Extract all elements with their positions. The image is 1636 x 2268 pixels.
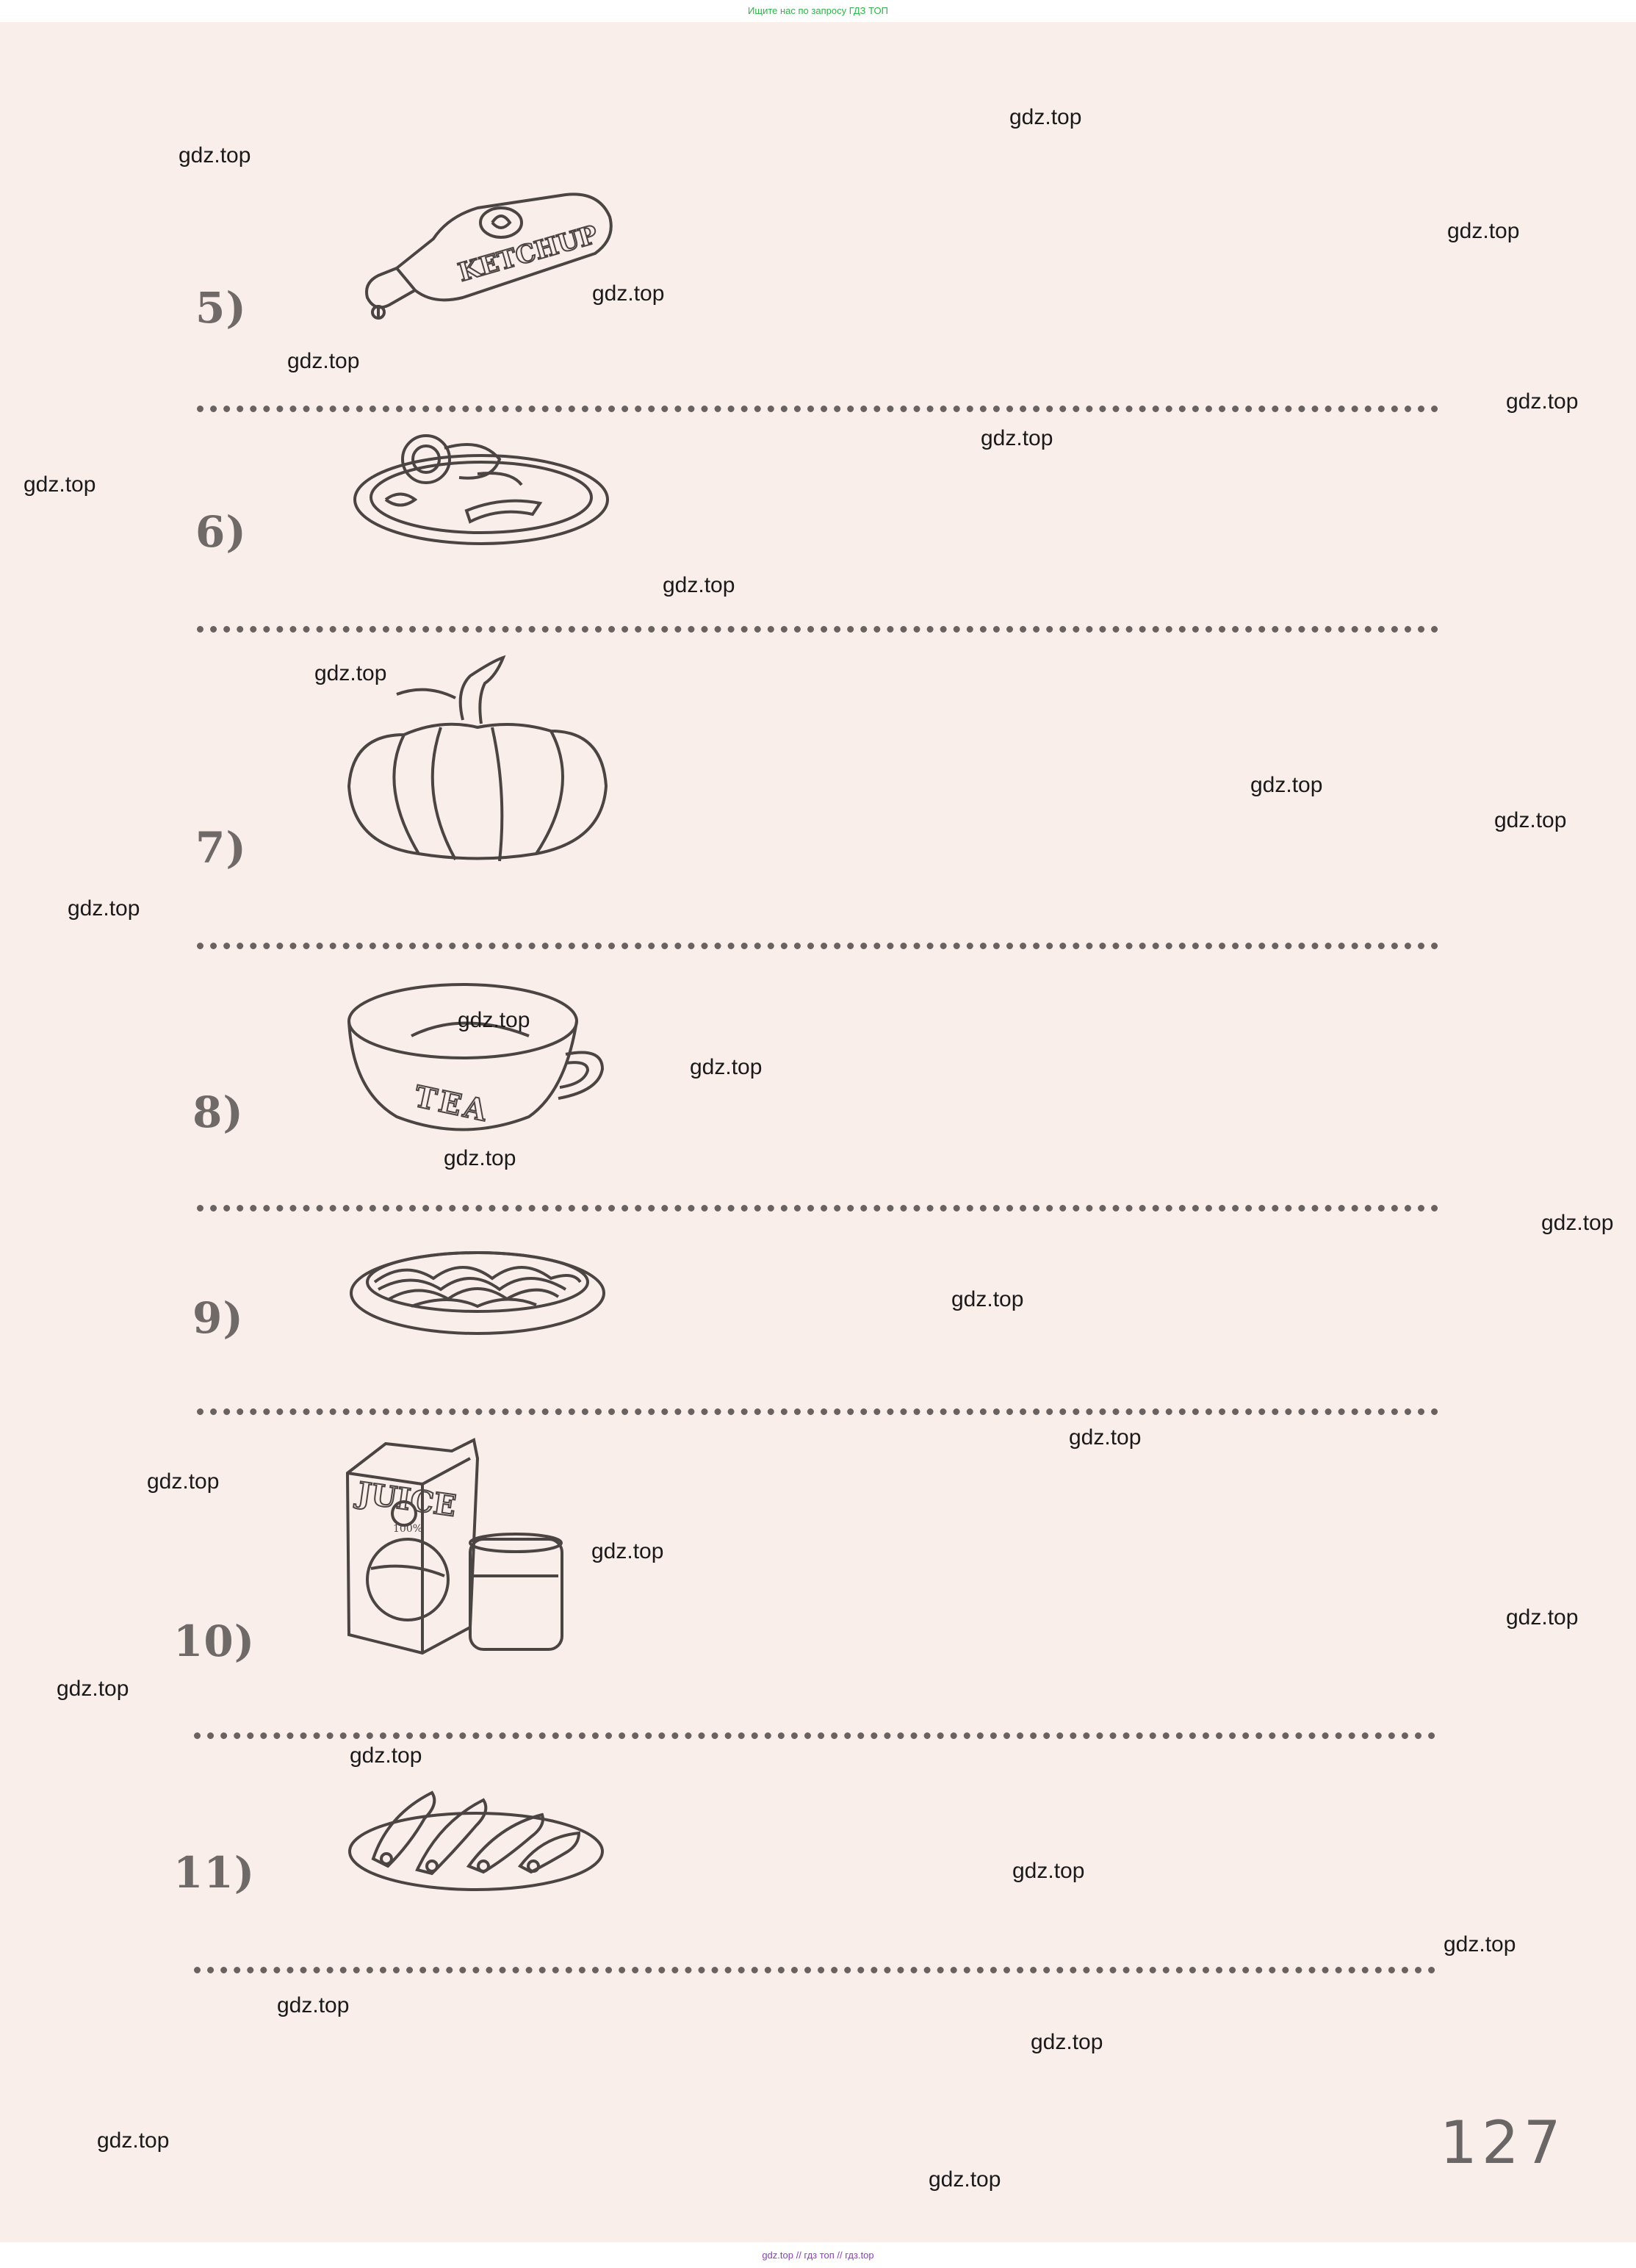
tea-label: TEA [411, 1079, 493, 1129]
answer-line[interactable] [194, 1967, 1435, 1973]
watermark: gdz.top [458, 1008, 530, 1032]
watermark: gdz.top [1012, 1859, 1085, 1883]
watermark: gdz.top [592, 281, 665, 306]
watermark: gdz.top [24, 472, 96, 497]
item-number: 7) [195, 823, 247, 873]
watermark: gdz.top [591, 1539, 664, 1563]
answer-line[interactable] [197, 1408, 1438, 1415]
plate-with-eggs-and-bacon-icon [349, 430, 613, 551]
juice-box-and-glass-icon [342, 1436, 569, 1657]
watermark: gdz.top [1250, 773, 1323, 797]
ketchup-label: KETCHUP [455, 220, 602, 288]
watermark: gdz.top [1541, 1211, 1614, 1235]
item-number: 5) [195, 283, 247, 333]
bottom-banner[interactable]: gdz.top // гдз топ // гдз.top [762, 2250, 874, 2261]
answer-line[interactable] [194, 1732, 1435, 1739]
watermark: gdz.top [1009, 105, 1082, 129]
watermark: gdz.top [287, 349, 360, 373]
watermark: gdz.top [57, 1677, 129, 1701]
watermark: gdz.top [981, 426, 1053, 450]
ketchup-bottle-icon [345, 187, 617, 327]
watermark: gdz.top [444, 1146, 516, 1170]
answer-line[interactable] [197, 943, 1438, 949]
watermark: gdz.top [663, 573, 735, 597]
item-number: 10) [173, 1616, 256, 1666]
watermark: gdz.top [1506, 389, 1579, 414]
watermark: gdz.top [68, 896, 140, 921]
item-number: 6) [195, 507, 247, 557]
plate-of-fish-icon [344, 1763, 608, 1896]
item-number: 8) [192, 1087, 244, 1137]
item-number: 11) [173, 1848, 256, 1898]
watermark: gdz.top [277, 1993, 350, 2017]
watermark: gdz.top [1444, 1932, 1516, 1956]
plate-of-spaghetti-icon [345, 1234, 610, 1337]
watermark: gdz.top [1069, 1425, 1142, 1450]
watermark: gdz.top [147, 1469, 220, 1494]
watermark: gdz.top [951, 1287, 1024, 1311]
page-number: 127 [1440, 2109, 1565, 2177]
workbook-page [0, 22, 1636, 2242]
watermark: gdz.top [690, 1055, 763, 1079]
watermark: gdz.top [314, 661, 387, 685]
watermark: gdz.top [179, 143, 251, 168]
watermark: gdz.top [1506, 1605, 1579, 1630]
watermark: gdz.top [929, 2167, 1001, 2192]
watermark: gdz.top [97, 2128, 170, 2153]
answer-line[interactable] [197, 1205, 1438, 1212]
juice-label: JUICE [355, 1475, 458, 1524]
juice-percent-label: 100% [393, 1523, 423, 1535]
top-banner[interactable]: Ищите нас по запросу ГДЗ ТОП [748, 5, 888, 16]
item-number: 9) [192, 1293, 244, 1343]
watermark: gdz.top [1031, 2030, 1103, 2054]
answer-line[interactable] [197, 406, 1438, 412]
tea-cup-icon [345, 981, 610, 1135]
watermark: gdz.top [350, 1743, 422, 1768]
watermark: gdz.top [1494, 808, 1567, 832]
watermark: gdz.top [1447, 219, 1520, 243]
answer-line[interactable] [197, 626, 1438, 633]
